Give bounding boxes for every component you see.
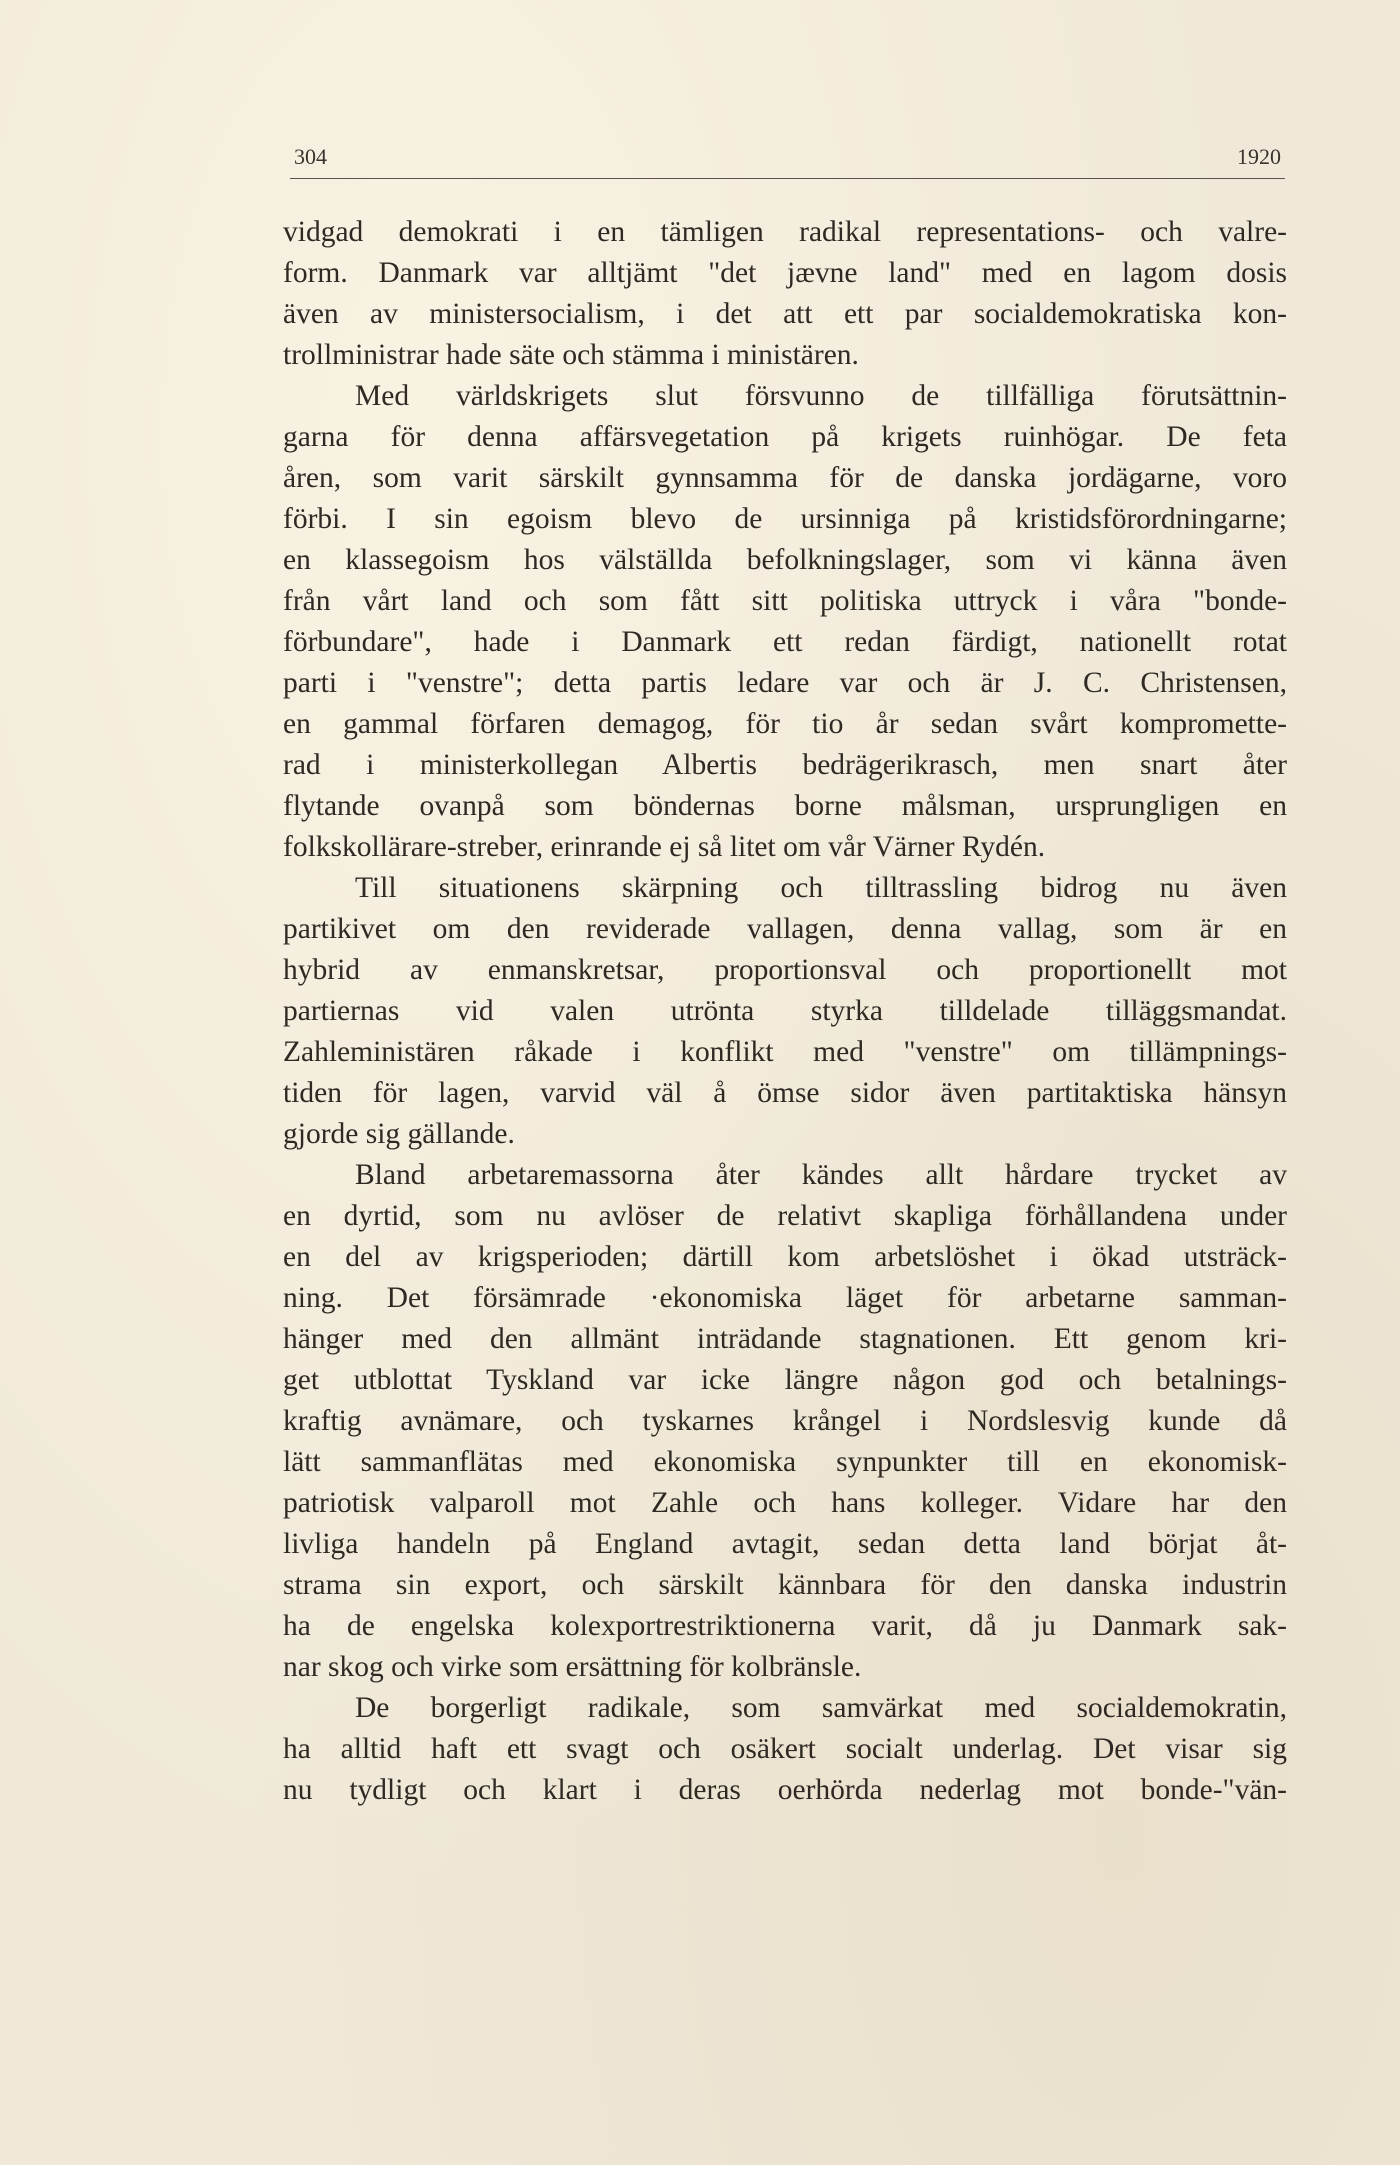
text-line: ning. Det försämrade ·ekonomiska läget för arbetarne samman- (283, 1282, 1287, 1314)
body-text (283, 212, 1287, 1811)
running-header (290, 140, 1285, 176)
text-line: patriotisk valparoll mot Zahle och hans kolleger. Vidare har den (283, 1487, 1287, 1519)
text-line: en del av krigsperioden; därtill kom arbetslöshet i ökad utsträck- (283, 1241, 1287, 1273)
text-line: folkskollärare-streber, erinrande ej så litet om vår Värner Rydén. (283, 831, 1046, 863)
text-line: nar skog och virke som ersättning för kolbränsle. (283, 1651, 862, 1683)
text-line: ha alltid haft ett svagt och osäkert socialt underlag. Det visar sig (283, 1733, 1287, 1765)
text-line: trollministrar hade säte och stämma i ministären. (283, 339, 859, 371)
text-line: De borgerligt radikale, som samvärkat med socialdemokratin, (355, 1692, 1287, 1724)
text-line: en klassegoism hos välställda befolkningslager, som vi känna även (283, 544, 1287, 576)
text-line: livliga handeln på England avtagit, sedan detta land börjat åt- (283, 1528, 1287, 1560)
text-line: hybrid av enmanskretsar, proportionsval och proportionellt mot (283, 954, 1287, 986)
text-line: vidgad demokrati i en tämligen radikal representations- och valre- (283, 216, 1287, 248)
text-line: Till situationens skärpning och tilltrassling bidrog nu även (355, 872, 1287, 904)
text-line: förbi. I sin egoism blevo de ursinniga på kristidsförordningarne; (283, 503, 1287, 535)
text-line: get utblottat Tyskland var icke längre någon god och betalnings- (283, 1364, 1287, 1396)
page-number: 304 (294, 144, 327, 169)
text-line: garna för denna affärsvegetation på krigets ruinhögar. De feta (283, 421, 1287, 453)
text-line: nu tydligt och klart i deras oerhörda nederlag mot bonde-"vän- (283, 1774, 1287, 1806)
text-line: flytande ovanpå som böndernas borne målsman, ursprungligen en (283, 790, 1287, 822)
header-rule (290, 178, 1285, 179)
text-line: en gammal förfaren demagog, för tio år sedan svårt kompromette- (283, 708, 1287, 740)
text-line: kraftig avnämare, och tyskarnes krångel i Nordslesvig kunde då (283, 1405, 1287, 1437)
text-line: partikivet om den reviderade vallagen, denna vallag, som är en (283, 913, 1287, 945)
text-line: en dyrtid, som nu avlöser de relativt skapliga förhållandena under (283, 1200, 1287, 1232)
text-line: rad i ministerkollegan Albertis bedrägerikrasch, men snart åter (283, 749, 1287, 781)
text-line: förbundare", hade i Danmark ett redan färdigt, nationellt rotat (283, 626, 1287, 658)
text-line: Med världskrigets slut försvunno de tillfälliga förutsättnin- (355, 380, 1287, 412)
text-line: lätt sammanflätas med ekonomiska synpunkter till en ekonomisk- (283, 1446, 1287, 1478)
text-line: Zahleministären råkade i konflikt med "venstre" om tillämpnings- (283, 1036, 1287, 1068)
text-line: hänger med den allmänt inträdande stagnationen. Ett genom kri- (283, 1323, 1287, 1355)
text-line: åren, som varit särskilt gynnsamma för de danska jordägarne, voro (283, 462, 1287, 494)
text-line: partiernas vid valen utrönta styrka tilldelade tilläggsmandat. (283, 995, 1287, 1027)
text-line: parti i "venstre"; detta partis ledare var och är J. C. Christensen, (283, 667, 1287, 699)
text-line: även av ministersocialism, i det att ett par socialdemokratiska kon- (283, 298, 1287, 330)
text-line: form. Danmark var alltjämt "det jævne land" med en lagom dosis (283, 257, 1287, 289)
text-line: från vårt land och som fått sitt politiska uttryck i våra "bonde- (283, 585, 1287, 617)
header-year: 1920 (1237, 144, 1281, 169)
text-line: ha de engelska kolexportrestriktionerna varit, då ju Danmark sak- (283, 1610, 1287, 1642)
text-line: Bland arbetaremassorna åter kändes allt hårdare trycket av (355, 1159, 1287, 1191)
text-line: strama sin export, och särskilt kännbara för den danska industrin (283, 1569, 1287, 1601)
text-line: gjorde sig gällande. (283, 1118, 515, 1150)
text-line: tiden för lagen, varvid väl å ömse sidor även partitaktiska hänsyn (283, 1077, 1287, 1109)
